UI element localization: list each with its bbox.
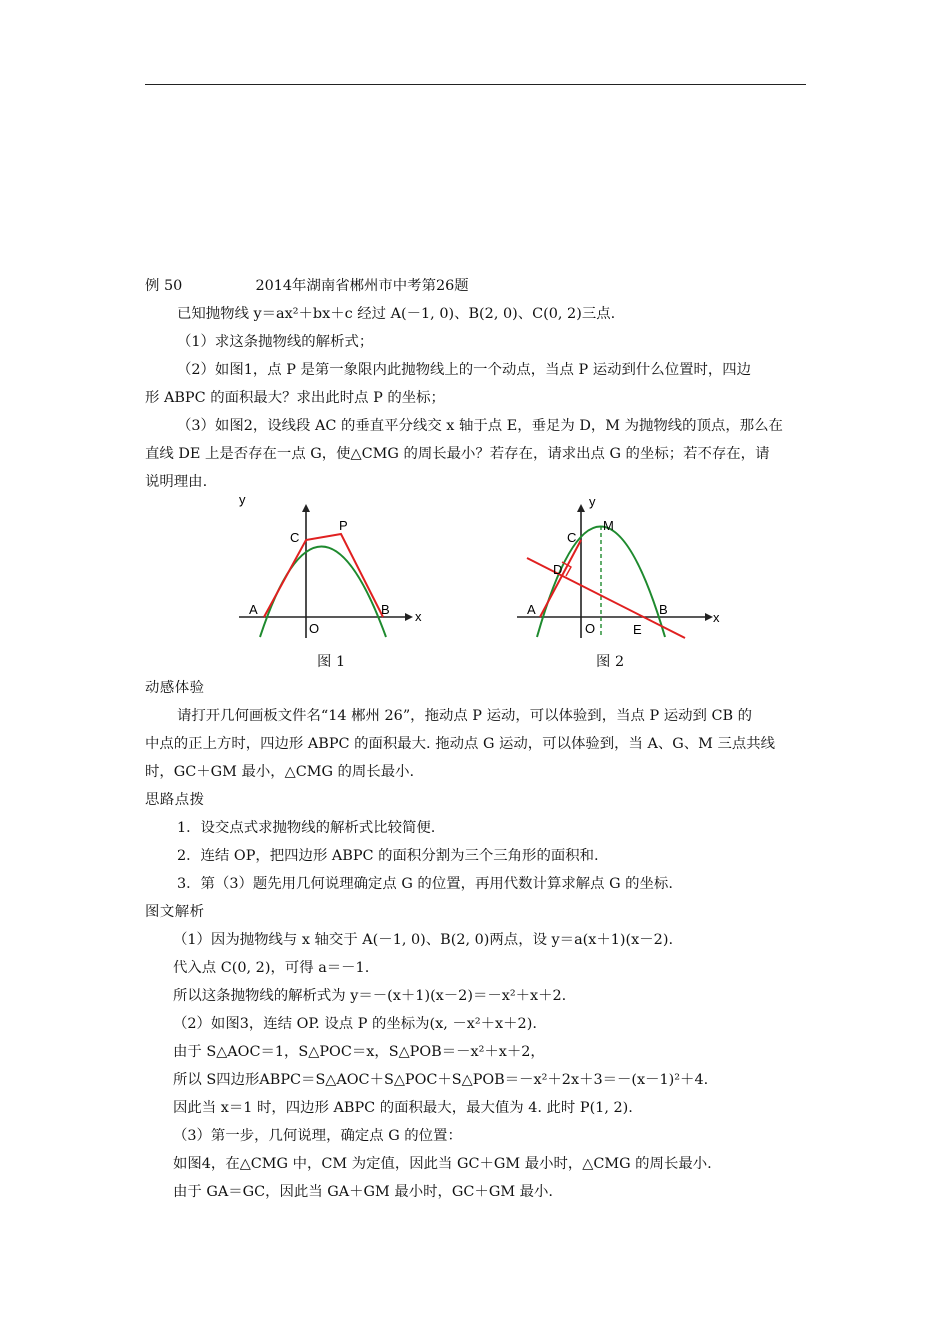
problem-q1: （1）求这条抛物线的解析式； — [177, 334, 374, 350]
fig2-label-d: D — [553, 562, 563, 577]
fig1-label-c: C — [290, 530, 300, 545]
solution-line: 由于 GA＝GC，因此当 GA＋GM 最小时，GC＋GM 最小. — [173, 1184, 553, 1200]
fig2-label-o: O — [585, 621, 596, 636]
fig1-label-p: P — [339, 518, 348, 533]
hints-title: 思路点拨 — [145, 792, 205, 808]
example-source: 2014年湖南省郴州市中考第26题 — [255, 278, 469, 294]
fig2-y-arrow-icon — [577, 504, 585, 512]
problem-q3-line3: 说明理由. — [145, 474, 208, 490]
fig1-y-arrow-icon — [302, 504, 310, 512]
solution-line: 所以 S四边形ABPC＝S△AOC＋S△POC＋S△POB＝－x²＋2x＋3＝－(x－1)²＋4. — [173, 1072, 709, 1088]
fig1-label-x: x — [415, 609, 422, 624]
fig1-label-o: O — [309, 621, 320, 636]
header-rule — [145, 84, 806, 85]
dynamic-line3: 时，GC＋GM 最小，△CMG 的周长最小. — [145, 764, 415, 780]
example-label: 例 50 — [145, 278, 183, 294]
figure-2 — [515, 496, 725, 644]
solution-title: 图文解析 — [145, 904, 205, 920]
fig2-segment-ac — [540, 540, 581, 617]
figure-1 — [235, 496, 425, 644]
hint-item: 1．设交点式求抛物线的解析式比较简便. — [177, 820, 436, 836]
example-header — [145, 276, 469, 296]
fig2-label-x: x — [713, 610, 720, 625]
fig1-label-b: B — [381, 602, 390, 617]
solution-line: （1）因为抛物线与 x 轴交于 A(－1, 0)、B(2, 0)两点，设 y＝a(x＋1)(x－2). — [173, 932, 674, 948]
solution-line: 所以这条抛物线的解析式为 y＝－(x＋1)(x－2)＝－x²＋x＋2. — [173, 988, 567, 1004]
solution-line: 代入点 C(0, 2)，可得 a＝－1. — [173, 960, 370, 976]
figure-1-caption: 图 1 — [317, 654, 346, 670]
solution-line: （3）第一步，几何说理，确定点 G 的位置： — [173, 1128, 462, 1144]
fig2-label-m: M — [603, 518, 614, 533]
fig1-label-y: y — [239, 496, 246, 507]
hint-item: 2．连结 OP，把四边形 ABPC 的面积分割为三个三角形的面积和. — [177, 848, 599, 864]
fig2-label-a: A — [527, 602, 536, 617]
problem-q3-line2: 直线 DE 上是否存在一点 G，使△CMG 的周长最小？若存在，请求出点 G 的坐标；若不存在，请 — [145, 446, 770, 462]
fig2-label-y: y — [589, 496, 596, 509]
problem-q2-line1: （2）如图1，点 P 是第一象限内此抛物线上的一个动点，当点 P 运动到什么位置时，四边 — [177, 362, 752, 378]
solution-line: 如图4，在△CMG 中，CM 为定值，因此当 GC＋GM 最小时，△CMG 的周长最小. — [173, 1156, 712, 1172]
fig2-x-arrow-icon — [705, 613, 713, 621]
dynamic-title: 动感体验 — [145, 680, 205, 696]
solution-line: （2）如图3，连结 OP. 设点 P 的坐标为(x, －x²＋x＋2). — [173, 1016, 537, 1032]
problem-q3-line1: （3）如图2，设线段 AC 的垂直平分线交 x 轴于点 E，垂足为 D，M 为抛物线的顶点，那么在 — [177, 418, 783, 434]
fig2-label-c: C — [567, 530, 577, 545]
fig2-label-e: E — [633, 622, 642, 637]
solution-line: 由于 S△AOC＝1，S△POC＝x，S△POB＝－x²＋x＋2， — [173, 1044, 545, 1060]
problem-stem: 已知抛物线 y＝ax²＋bx＋c 经过 A(－1, 0)、B(2, 0)、C(0, 2)三点. — [177, 306, 616, 322]
fig1-x-arrow-icon — [405, 613, 413, 621]
fig2-label-b: B — [659, 602, 668, 617]
dynamic-line1: 请打开几何画板文件名“14 郴州 26”，拖动点 P 运动，可以体验到，当点 P 运动到 CB 的 — [177, 708, 752, 724]
problem-q2-line2: 形 ABPC 的面积最大？求出此时点 P 的坐标； — [145, 390, 445, 406]
solution-line: 因此当 x＝1 时，四边形 ABPC 的面积最大，最大值为 4. 此时 P(1, 2). — [173, 1100, 633, 1116]
hint-item: 3．第（3）题先用几何说理确定点 G 的位置，再用代数计算求解点 G 的坐标. — [177, 876, 673, 892]
fig1-label-a: A — [249, 602, 258, 617]
dynamic-line2: 中点的正上方时，四边形 ABPC 的面积最大. 拖动点 G 运动，可以体验到，当 A、G、M 三点共线 — [145, 736, 776, 752]
figure-2-caption: 图 2 — [596, 654, 625, 670]
